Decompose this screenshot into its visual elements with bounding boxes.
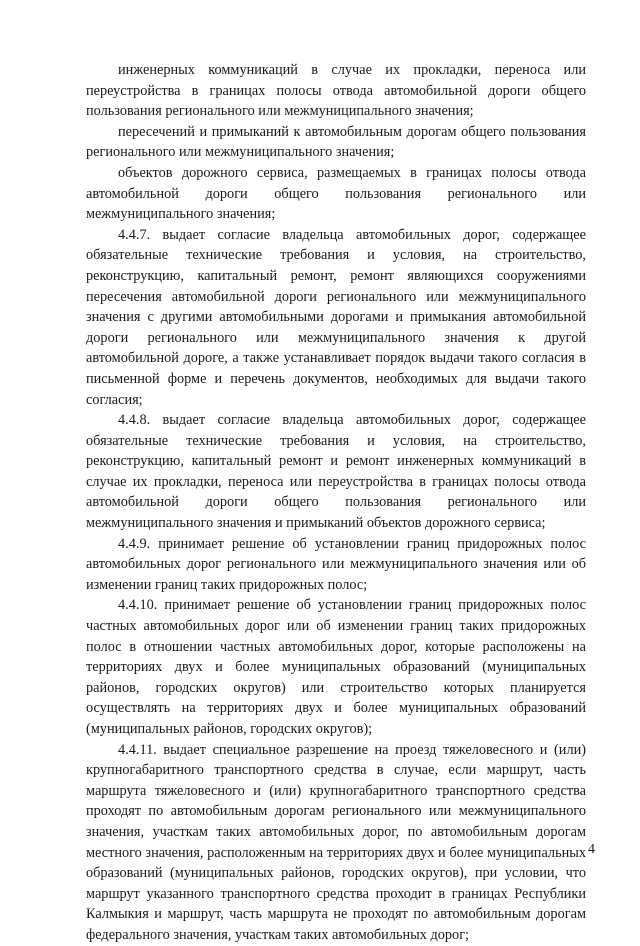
paragraph-4-4-8: 4.4.8. выдает согласие владельца автомобильных дорог, содержащее обязательные технические требования и условия, на строительство, реконструкцию, капитальный ремонт и ремонт инженерных коммуникаций в случае их прокладки, переноса или переустройства в границах полосы отвода автомобильной дороги общего пользования регионального или межмуниципального значения и примыканий объектов дорожного сервиса; [86, 412, 586, 532]
paragraph-4-4-10: 4.4.10. принимает решение об установлении границ придорожных полос частных автомобильных дорог или об изменении границ таких придорожных полос в отношении частных автомобильных дорог, которые расположены на территориях двух и более муниципальных образований (муниципальных районов, городских округов) или строительство которых планируется осуществлять на территориях двух и более муниципальных образований (муниципальных районов, городских округов); [86, 597, 586, 737]
paragraph-4-4-9: 4.4.9. принимает решение об установлении границ придорожных полос автомобильных дорог регионального или межмуниципального значения или об изменении границ таких придорожных полос; [86, 535, 586, 593]
document-body [86, 60, 586, 946]
paragraph-utilities: инженерных коммуникаций в случае их прокладки, переноса или переустройства в границах полосы отвода автомобильной дороги общего пользования регионального или межмуниципального значения; [86, 62, 586, 120]
paragraph-road-service: объектов дорожного сервиса, размещаемых в границах полосы отвода автомобильной дороги общего пользования регионального или межмуниципального значения; [86, 164, 586, 223]
paragraph-intersections: пересечений и примыканий к автомобильным дорогам общего пользования регионального или межмуниципального значения; [86, 123, 586, 161]
paragraph-4-4-11: 4.4.11. выдает специальное разрешение на проезд тяжеловесного и (или) крупногабаритного транспортного средства в случае, если маршрут, часть маршрута тяжеловесного и (или) крупногабаритного транспортного средства проходят по автомобильным дорогам регионального или межмуниципального значения, участкам таких автомобильных дорог, по автомобильным дорогам местного значения, расположенным на территориях двух и более муниципальных образований (муниципальных районов, городских округов), при условии, что маршрут указанного транспортного средства проходит в границах Республики Калмыкия и маршрут, часть маршрута не проходят по автомобильным дорогам федерального значения, участкам таких автомобильных дорог; [86, 741, 586, 943]
page-number: 4 [588, 842, 595, 857]
paragraph-4-4-7: 4.4.7. выдает согласие владельца автомобильных дорог, содержащее обязательные технические требования и условия, на строительство, реконструкцию, капитальный ремонт, ремонт являющихся сооружениями пересечения автомобильной дороги регионального или межмуниципального значения с другими автомобильными дорогами и примыкания автомобильной дороги регионального или межмуниципального значения к другой автомобильной дороге, а также устанавливает порядок выдачи такого согласия в письменной форме и перечень документов, необходимых для выдачи такого согласия; [86, 226, 586, 408]
